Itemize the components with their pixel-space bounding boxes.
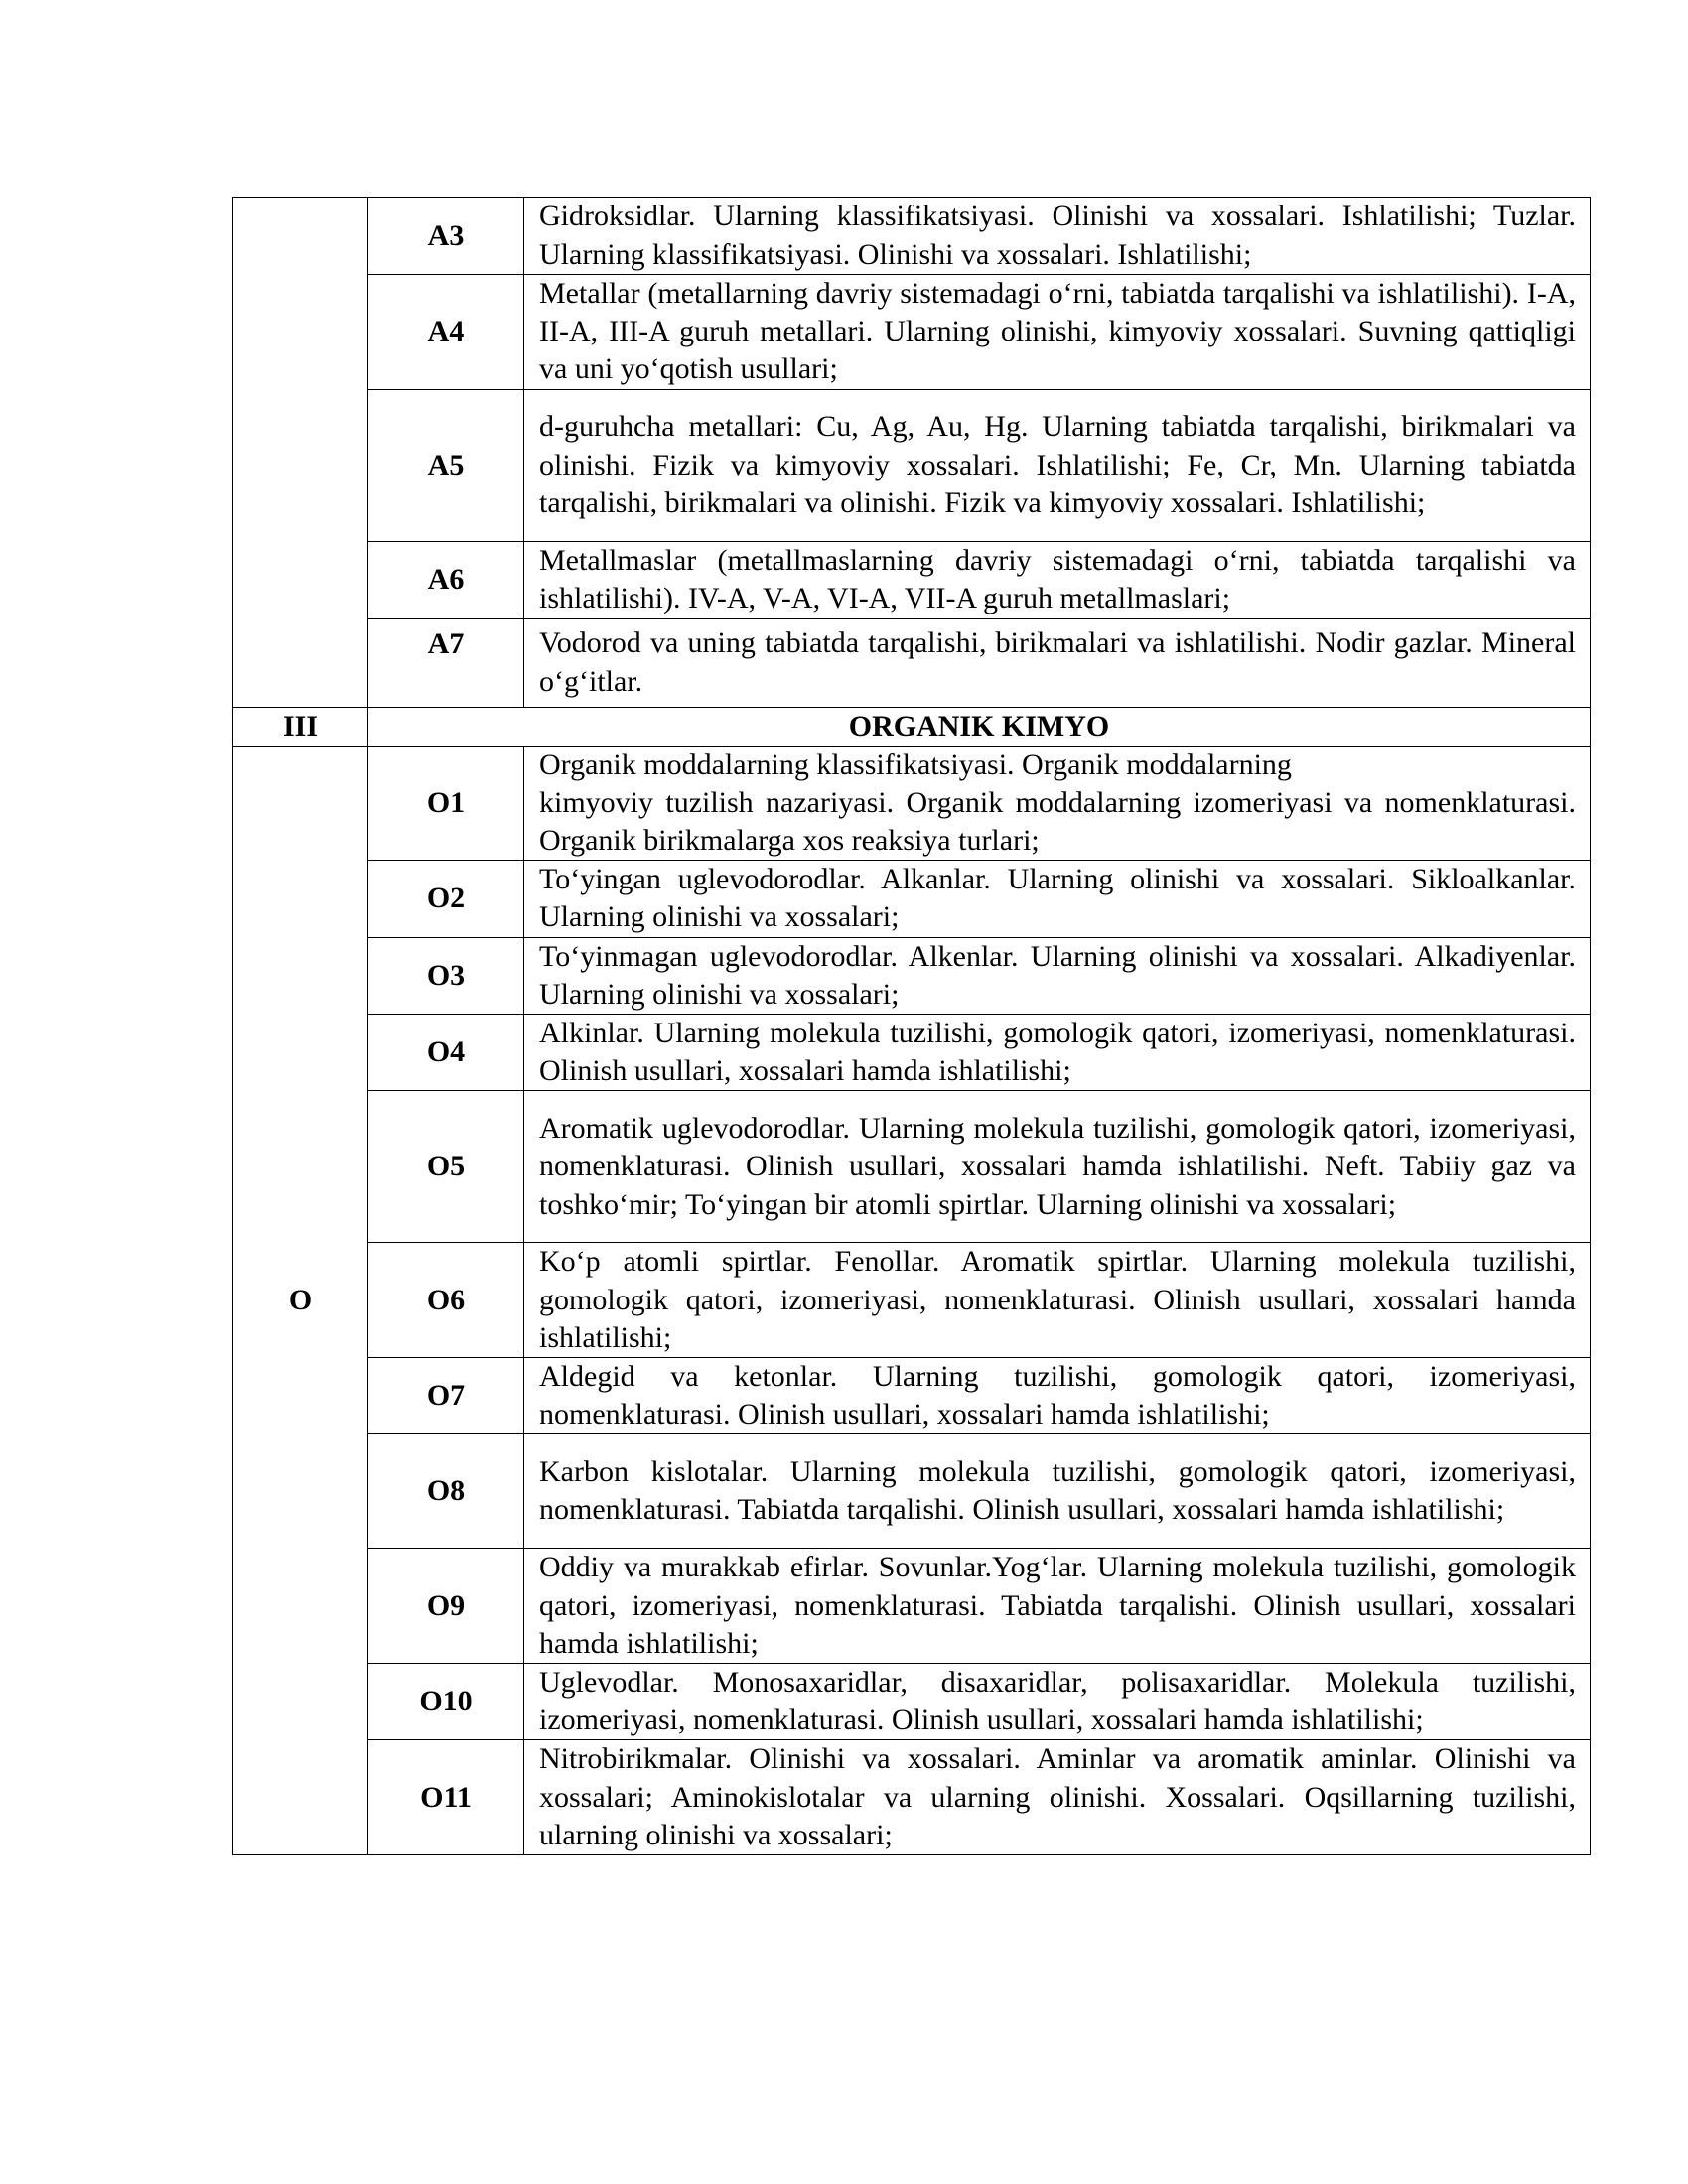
- table-row: [233, 389, 1591, 541]
- topic-description: d-guruhcha metallari: Cu, Ag, Au, Hg. Ularning tabiatda tarqalishi, birikmalari va olinishi. Fizik va kimyoviy xossalari. Ishlatilishi; Fe, Cr, Mn. Ularning tabiatda tarqalishi, birikmalari va olinishi. Fizik va kimyoviy xossalari. Ishlatilishi;: [524, 389, 1591, 541]
- topic-description: To‘yinmagan uglevodorodlar. Alkenlar. Ularning olinishi va xossalari. Alkadiyenlar. Ularning olinishi va xossalari;: [524, 937, 1591, 1014]
- topic-code: O9: [368, 1549, 524, 1664]
- topic-description: Metallar (metallarning davriy sistemadagi o‘rni, tabiatda tarqalishi va ishlatilishi). I-A, II-A, III-A guruh metallari. Ularning olinishi, kimyoviy xossalari. Suvning qattiqligi va uni yo‘qotish usullari;: [524, 275, 1591, 390]
- section-numeral: III: [233, 707, 368, 746]
- topic-description: Ko‘p atomli spirtlar. Fenollar. Aromatik spirtlar. Ularning molekula tuzilishi, gomologik qatori, izomeriyasi, nomenklaturasi. Olinish usullari, xossalari hamda ishlatilishi;: [524, 1243, 1591, 1358]
- table-row: [233, 937, 1591, 1014]
- table-row: [233, 541, 1591, 618]
- topic-code: A6: [368, 541, 524, 618]
- topic-code: A4: [368, 275, 524, 390]
- table-row: [233, 1740, 1591, 1855]
- topic-code: O11: [368, 1740, 524, 1855]
- section-header-row: [233, 707, 1591, 746]
- topic-description: [524, 746, 1591, 861]
- table-row: [233, 1358, 1591, 1434]
- topic-code: O8: [368, 1434, 524, 1549]
- topic-description: Aromatik uglevodorodlar. Ularning molekula tuzilishi, gomologik qatori, izomeriyasi, nomenklaturasi. Olinish usullari, xossalari hamda ishlatilishi. Neft. Tabiiy gaz va toshko‘mir; To‘yingan bir atomli spirtlar. Ularning olinishi va xossalari;: [524, 1091, 1591, 1243]
- topic-code: O7: [368, 1358, 524, 1434]
- topic-description: Alkinlar. Ularning molekula tuzilishi, gomologik qatori, izomeriyasi, nomenklaturasi. Olinish usullari, xossalari hamda ishlatilishi;: [524, 1015, 1591, 1091]
- group-label: O: [233, 746, 368, 1854]
- topic-code: A7: [368, 618, 524, 707]
- table-row: [233, 1243, 1591, 1358]
- table-row: [233, 1091, 1591, 1243]
- table-row: [233, 1549, 1591, 1664]
- topic-description: Vodorod va uning tabiatda tarqalishi, birikmalari va ishlatilishi. Nodir gazlar. Mineral o‘g‘itlar.: [524, 618, 1591, 707]
- table-row: [233, 198, 1591, 275]
- topic-code: O10: [368, 1664, 524, 1740]
- table-row: [233, 746, 1591, 861]
- topic-description: Oddiy va murakkab efirlar. Sovunlar.Yog‘lar. Ularning molekula tuzilishi, gomologik qatori, izomeriyasi, nomenklaturasi. Tabiatda tarqalishi. Olinish usullari, xossalari hamda ishlatilishi;: [524, 1549, 1591, 1664]
- table-row: [233, 861, 1591, 937]
- topic-description: Nitrobirikmalar. Olinishi va xossalari. Aminlar va aromatik aminlar. Olinishi va xossalari; Aminokislotalar va ularning olinishi. Xossalari. Oqsillarning tuzilishi, ularning olinishi va xossalari;: [524, 1740, 1591, 1855]
- topic-code: A3: [368, 198, 524, 275]
- topic-description: Aldegid va ketonlar. Ularning tuzilishi, gomologik qatori, izomeriyasi, nomenklaturasi. Olinish usullari, xossalari hamda ishlatilishi;: [524, 1358, 1591, 1434]
- topic-code: O4: [368, 1015, 524, 1091]
- topic-code: O1: [368, 746, 524, 861]
- table-row: [233, 1664, 1591, 1740]
- topic-code: O2: [368, 861, 524, 937]
- topic-description: Gidroksidlar. Ularning klassifikatsiyasi. Olinishi va xossalari. Ishlatilishi; Tuzlar. Ularning klassifikatsiyasi. Olinishi va xossalari. Ishlatilishi;: [524, 198, 1591, 275]
- topic-description: Uglevodlar. Monosaxaridlar, disaxaridlar, polisaxaridlar. Molekula tuzilishi, izomeriyasi, nomenklaturasi. Olinish usullari, xossalari hamda ishlatilishi;: [524, 1664, 1591, 1740]
- table-row: [233, 1015, 1591, 1091]
- topic-description-rest: kimyoviy tuzilish nazariyasi. Organik moddalarning izomeriyasi va nomenklaturasi. Organik birikmalarga xos reaksiya turlari;: [539, 785, 1576, 858]
- topic-code: O5: [368, 1091, 524, 1243]
- curriculum-table: [232, 197, 1591, 1855]
- topic-code: A5: [368, 389, 524, 541]
- topic-description: To‘yingan uglevodorodlar. Alkanlar. Ularning olinishi va xossalari. Sikloalkanlar. Ularning olinishi va xossalari;: [524, 861, 1591, 937]
- topic-description: Metallmaslar (metallmaslarning davriy sistemadagi o‘rni, tabiatda tarqalishi va ishlatilishi). IV-A, V-A, VI-A, VII-A guruh metallmaslari;: [524, 541, 1591, 618]
- topic-code: O3: [368, 937, 524, 1014]
- table-row: [233, 1434, 1591, 1549]
- table-row: [233, 618, 1591, 707]
- table-row: [233, 275, 1591, 390]
- topic-description-line: Organik moddalarning klassifikatsiyasi. Organik moddalarning: [539, 748, 1292, 781]
- section-title: ORGANIK KIMYO: [368, 707, 1591, 746]
- section-continuation-cell: [233, 198, 368, 708]
- topic-description: Karbon kislotalar. Ularning molekula tuzilishi, gomologik qatori, izomeriyasi, nomenklaturasi. Tabiatda tarqalishi. Olinish usullari, xossalari hamda ishlatilishi;: [524, 1434, 1591, 1549]
- topic-code: O6: [368, 1243, 524, 1358]
